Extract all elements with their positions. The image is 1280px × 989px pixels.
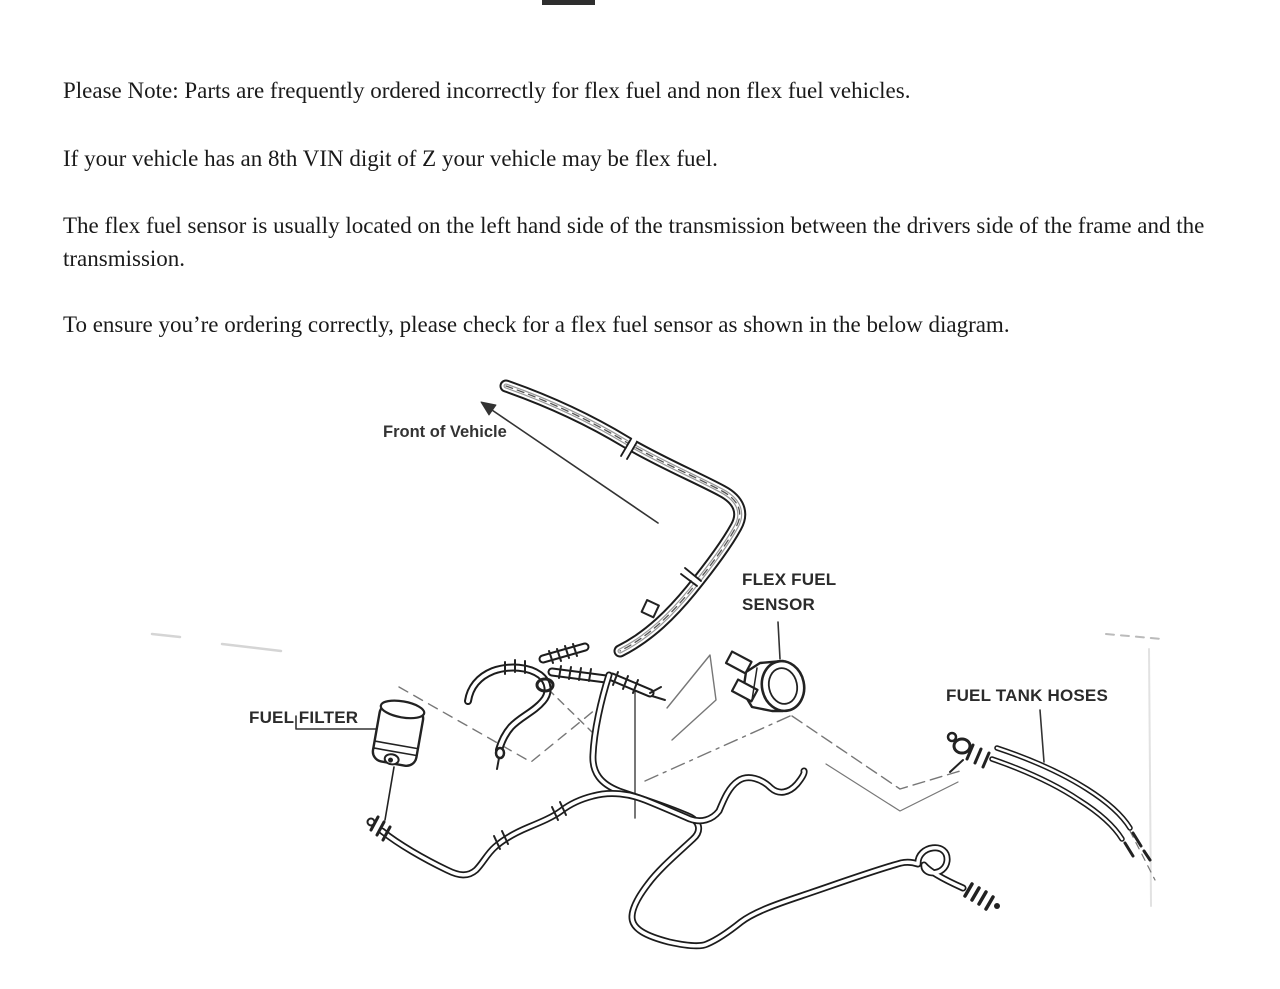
- filter-stem: [385, 767, 394, 820]
- note-paragraph-4: To ensure you’re ordering correctly, please check for a flex fuel sensor as shown in the below diagram.: [63, 312, 1010, 337]
- tank-hose-connector: [948, 733, 989, 772]
- flex-fuel-sensor-label: [742, 568, 836, 617]
- main-fuel-line-bundle: [506, 386, 740, 651]
- curved-hose: [468, 660, 553, 769]
- fuel-filter-drawing: [371, 698, 425, 769]
- loop-end-connector: [965, 884, 993, 909]
- flex-fuel-sensor-drawing: [726, 652, 809, 715]
- note-paragraph-3: The flex fuel sensor is usually located on the left hand side of the transmission between the drivers side of the frame and the transmission.: [63, 213, 1205, 271]
- bundle-clip: [642, 600, 659, 617]
- right-quick-connect: [612, 672, 665, 700]
- fuel-tank-hoses-label: FUEL TANK HOSES: [946, 686, 1108, 705]
- note-paragraph-2: If your vehicle has an 8th VIN digit of Z your vehicle may be flex fuel.: [63, 146, 718, 171]
- note-paragraph-1: Please Note: Parts are frequently ordered incorrectly for flex fuel and non flex fuel vehicles.: [63, 78, 911, 103]
- faint-scan-marks: [152, 634, 1162, 906]
- front-of-vehicle-arrow: [481, 402, 658, 523]
- front-of-vehicle-label: Front of Vehicle: [383, 423, 507, 441]
- fuel-tank-hoses-drawing: [948, 733, 1150, 860]
- fuel-filter-label: FUEL FILTER: [249, 708, 359, 727]
- filter-fuel-line: [368, 771, 805, 875]
- looping-fuel-line: [593, 675, 1000, 946]
- flex-fuel-sensor-label-line2: SENSOR: [742, 594, 815, 614]
- flex-fuel-sensor-label-line1: FLEX FUEL: [742, 570, 837, 589]
- connector-cluster: [543, 644, 606, 681]
